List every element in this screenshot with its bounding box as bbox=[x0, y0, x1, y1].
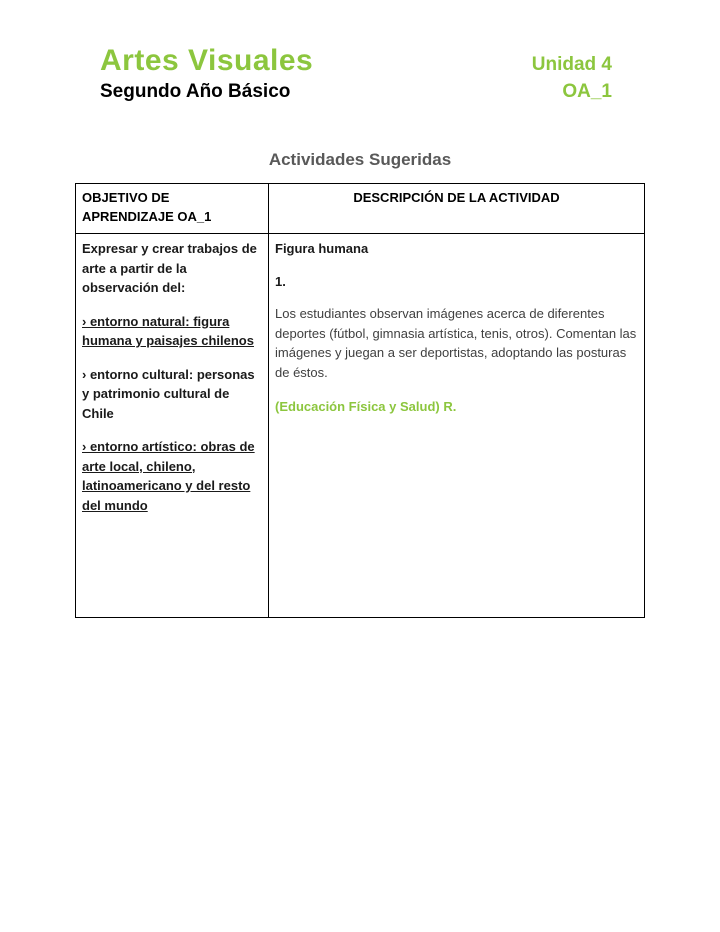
grade-subtitle: Segundo Año Básico bbox=[100, 81, 291, 102]
table-body bbox=[76, 234, 645, 618]
objective-cell bbox=[76, 234, 269, 618]
section-title: Actividades Sugeridas bbox=[268, 150, 452, 169]
table-header-row bbox=[76, 184, 645, 234]
unit-label: Unidad 4 bbox=[531, 54, 612, 75]
objective-bullet-cultural: › entorno cultural: personas y patrimonio cultural de Chile bbox=[82, 366, 255, 421]
header-row-subtitle bbox=[100, 81, 612, 103]
description-column-header: DESCRIPCIÓN DE LA ACTIVIDAD bbox=[269, 184, 645, 234]
objective-bullet-natural: › entorno natural: figura humana y paisajes chilenos bbox=[82, 313, 254, 348]
objective-column-header: OBJETIVO DE APRENDIZAJE OA_1 bbox=[76, 184, 269, 234]
oa-code: OA_1 bbox=[562, 81, 612, 102]
document-header bbox=[100, 44, 612, 103]
objective-intro: Expresar y crear trabajos de arte a partir de la observación del: bbox=[82, 241, 257, 295]
activity-cell bbox=[269, 234, 645, 618]
objective-bullet-artistic: › entorno artístico: obras de arte local, chileno, latinoamericano y del resto del mundo bbox=[82, 439, 255, 513]
activity-description: Los estudiantes observan imágenes acerca de diferentes deportes (fútbol, gimnasia artística, tenis, otros). Comentan las imágenes y juegan a ser deportistas, adoptando las posturas de éstos. bbox=[275, 306, 637, 380]
subject-title: Artes Visuales bbox=[100, 44, 314, 77]
activities-table bbox=[75, 183, 645, 618]
activity-number: 1. bbox=[275, 273, 286, 289]
header-row-title bbox=[100, 44, 612, 78]
activity-subject-note: (Educación Física y Salud) R. bbox=[275, 399, 457, 414]
activity-title: Figura humana bbox=[275, 241, 369, 256]
table-body-row bbox=[76, 234, 645, 618]
table-header bbox=[76, 184, 645, 234]
